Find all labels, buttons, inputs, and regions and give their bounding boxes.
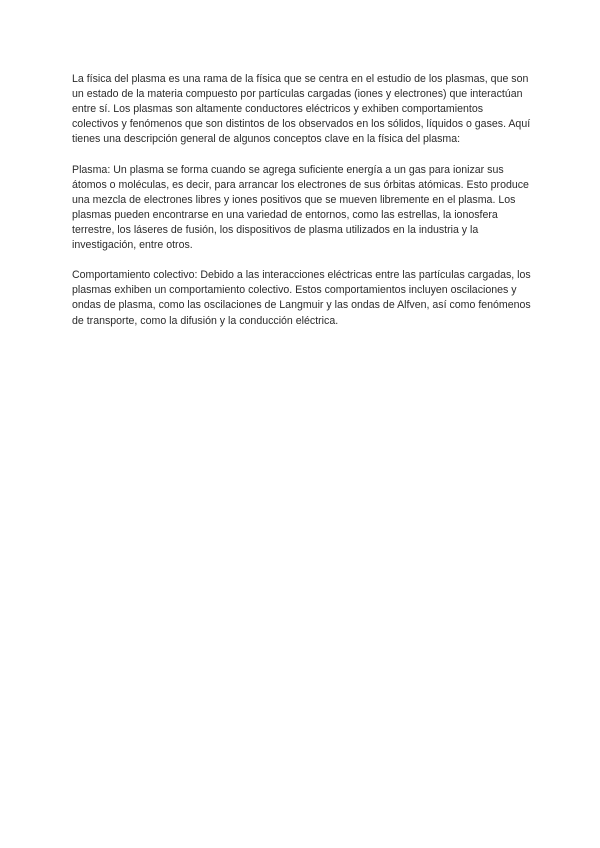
paragraph-collective-behavior: Comportamiento colectivo: Debido a las interacciones eléctricas entre las partículas cargadas, los plasmas exhiben un comportamiento colectivo. Estos comportamientos incluyen oscilaciones y ondas de plasma, como las oscilaciones de Langmuir y las ondas de Alfven, así como fenómenos de transporte, como la difusión y la conducción eléctrica. [72,269,531,327]
paragraph-intro: La física del plasma es una rama de la física que se centra en el estudio de los plasmas, que son un estado de la materia compuesto por partículas cargadas (iones y electrones) que interactúan entre sí. Los plasmas son altamente conductores eléctricos y exhiben comportamientos colectivos y fenómenos que son distintos de los observados en los sólidos, líquidos o gases. Aquí tienes una descripción general de algunos conceptos clave en la física del plasma: [72,73,531,146]
paragraph-plasma: Plasma: Un plasma se forma cuando se agrega suficiente energía a un gas para ionizar sus átomos o moléculas, es decir, para arrancar los electrones de sus órbitas atómicas. Esto produce una mezcla de electrones libres y iones positivos que se mueven libremente en el plasma. Los plasmas pueden encontrarse en una variedad de entornos, como las estrellas, la ionosfera terrestre, los láseres de fusión, los dispositivos de plasma utilizados en la industria y la investigación, entre otros. [72,163,529,252]
document-body [72,72,532,344]
